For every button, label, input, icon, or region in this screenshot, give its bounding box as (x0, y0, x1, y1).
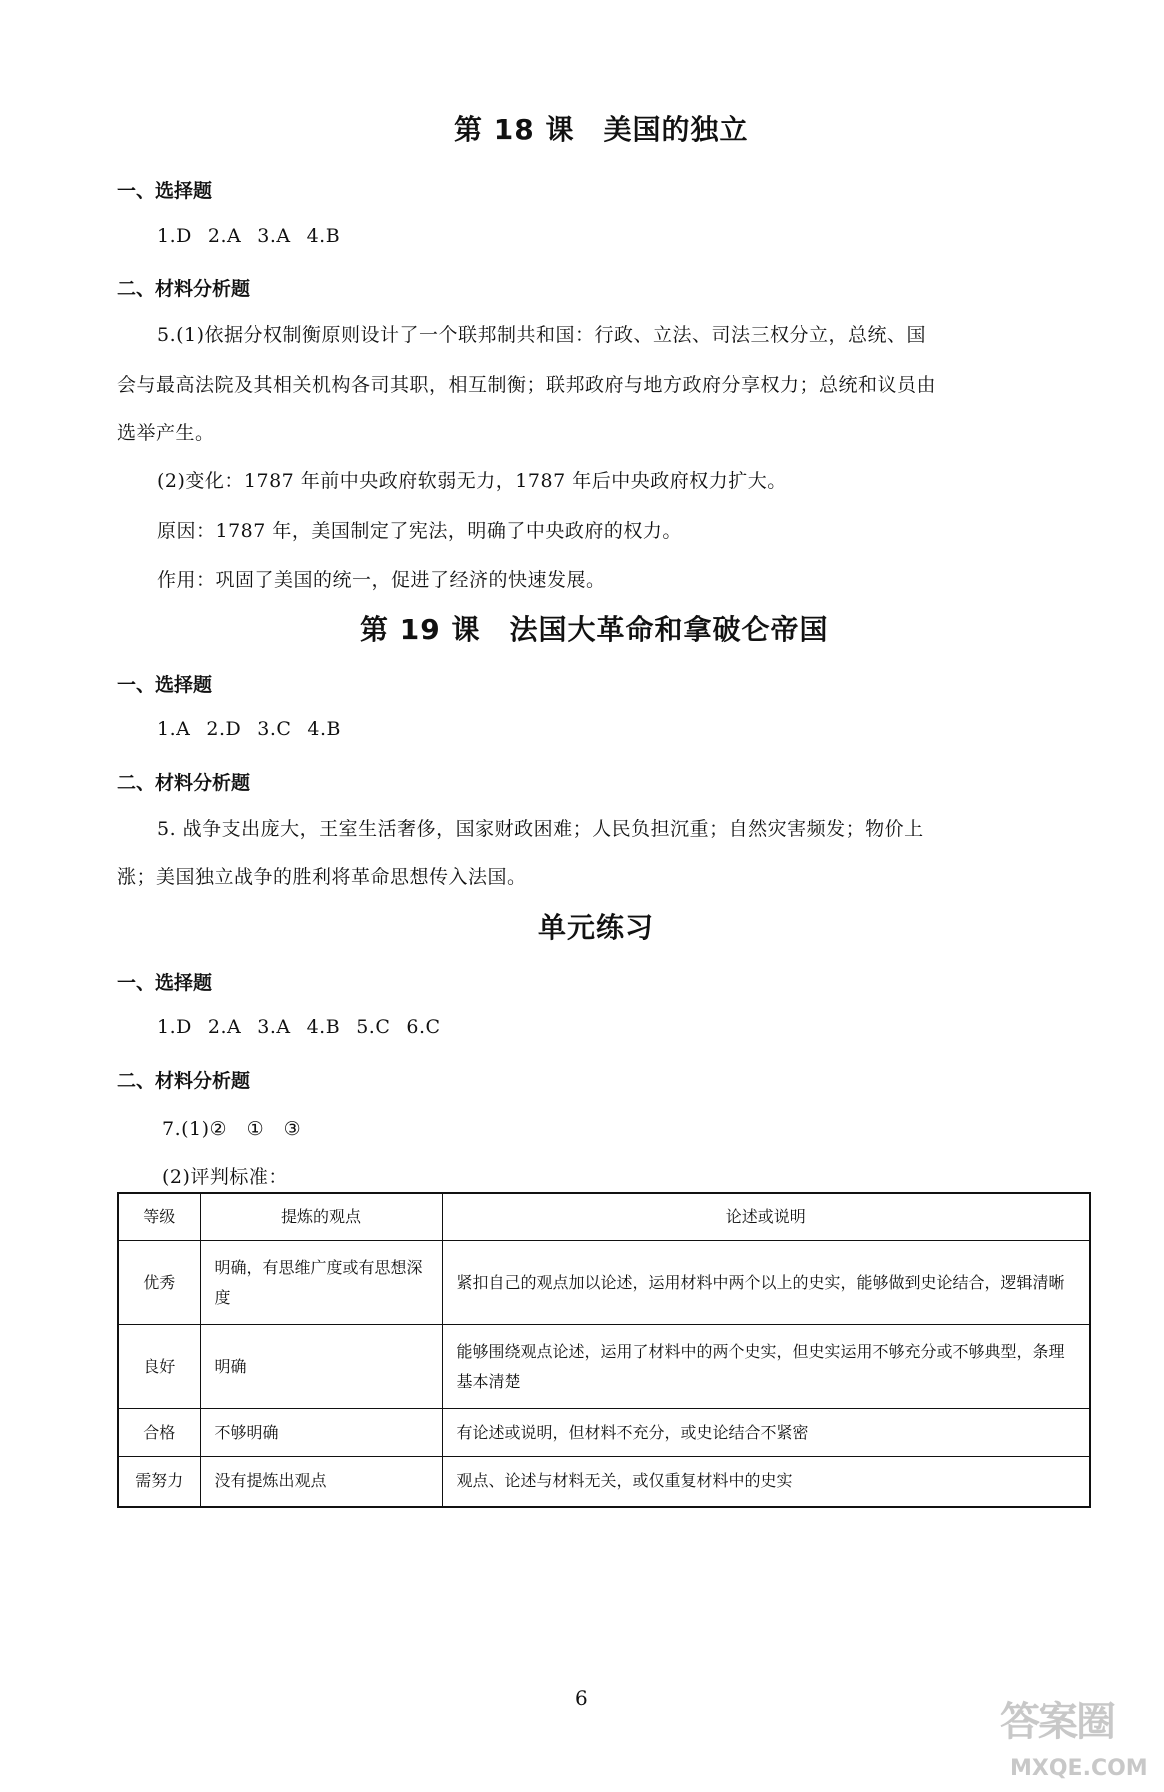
description-cell: 能够围绕观点论述，运用了材料中的两个史实，但史实运用不够充分或不够典型，条理基本清楚 (442, 1325, 1090, 1409)
description-cell: 紧扣自己的观点加以论述，运用材料中两个以上的史实，能够做到史论结合，逻辑清晰 (442, 1241, 1090, 1325)
view-cell: 明确 (200, 1325, 442, 1409)
lesson-19-section-analysis: 二、材料分析题 (117, 772, 251, 794)
header-description: 论述或说明 (442, 1193, 1090, 1241)
unit-q7-part-1: 7.(1)② ① ③ (162, 1118, 302, 1140)
lesson-18-q5-change: (2)变化：1787 年前中央政府软弱无力，1787 年后中央政府权力扩大。 (157, 470, 787, 492)
view-cell: 不够明确 (200, 1409, 442, 1457)
table-header-row (118, 1193, 1090, 1241)
answer-item: 1.D (157, 225, 192, 247)
answer-item: 3.A (257, 1016, 291, 1038)
lesson-18-section-analysis: 二、材料分析题 (117, 278, 251, 300)
lesson-19-section-choice: 一、选择题 (117, 674, 213, 696)
lesson-19-title: 第 19 课 法国大革命和拿破仑帝国 (360, 613, 829, 646)
view-cell: 明确，有思维广度或有思想深度 (200, 1241, 442, 1325)
lesson-18-title: 第 18 课 美国的独立 (454, 113, 749, 146)
answer-item: 2.D (206, 718, 242, 740)
lesson-18-q5-line-2: 会与最高法院及其相关机构各司其职，相互制衡；联邦政府与地方政府分享权力；总统和议员由 (117, 374, 937, 396)
answer-item: 4.B (307, 718, 341, 740)
lesson-18-q5-line-3: 选举产生。 (117, 422, 215, 444)
grade-cell: 需努力 (118, 1457, 200, 1507)
lesson-18-q5-effect: 作用：巩固了美国的统一，促进了经济的快速发展。 (157, 569, 606, 591)
answer-item: 1.A (157, 718, 191, 740)
description-cell: 观点、论述与材料无关，或仅重复材料中的史实 (442, 1457, 1090, 1507)
lesson-18-choice-answers (157, 225, 356, 247)
answer-item: 6.C (406, 1016, 441, 1038)
grading-criteria-table (117, 1192, 1091, 1508)
unit-choice-answers (157, 1016, 457, 1038)
lesson-19-q5-line-2: 涨；美国独立战争的胜利将革命思想传入法国。 (117, 866, 527, 888)
unit-section-analysis: 二、材料分析题 (117, 1070, 251, 1092)
header-grade: 等级 (118, 1193, 200, 1241)
page-number: 6 (575, 1686, 588, 1710)
answer-item: 4.B (306, 225, 341, 247)
unit-practice-title: 单元练习 (538, 911, 655, 944)
answer-item: 3.C (257, 718, 292, 740)
watermark-logo: 答案圈 (1000, 1699, 1114, 1745)
description-cell: 有论述或说明，但材料不充分，或史论结合不紧密 (442, 1409, 1090, 1457)
grade-cell: 优秀 (118, 1241, 200, 1325)
table-row (118, 1457, 1090, 1507)
view-cell: 没有提炼出观点 (200, 1457, 442, 1507)
lesson-19-choice-answers (157, 718, 357, 740)
answer-item: 3.A (257, 225, 291, 247)
table-row (118, 1325, 1090, 1409)
unit-q7-part-2: (2)评判标准： (162, 1166, 288, 1188)
lesson-18-section-choice: 一、选择题 (117, 180, 213, 202)
grade-cell: 合格 (118, 1409, 200, 1457)
header-view: 提炼的观点 (200, 1193, 442, 1241)
watermark-url: MXQE.COM (1010, 1756, 1148, 1781)
table-row (118, 1409, 1090, 1457)
answer-item: 5.C (356, 1016, 391, 1038)
lesson-19-q5-line-1: 5. 战争支出庞大，王室生活奢侈，国家财政困难；人民负担沉重；自然灾害频发；物价上 (157, 818, 924, 840)
grade-cell: 良好 (118, 1325, 200, 1409)
lesson-18-q5-reason: 原因：1787 年，美国制定了宪法，明确了中央政府的权力。 (157, 520, 682, 542)
answer-item: 4.B (306, 1016, 341, 1038)
answer-item: 2.A (207, 1016, 242, 1038)
lesson-18-q5-line-1: 5.(1)依据分权制衡原则设计了一个联邦制共和国：行政、立法、司法三权分立，总统、国 (157, 324, 927, 346)
answer-item: 1.D (157, 1016, 192, 1038)
answer-item: 2.A (207, 225, 242, 247)
table-row (118, 1241, 1090, 1325)
unit-section-choice: 一、选择题 (117, 972, 213, 994)
